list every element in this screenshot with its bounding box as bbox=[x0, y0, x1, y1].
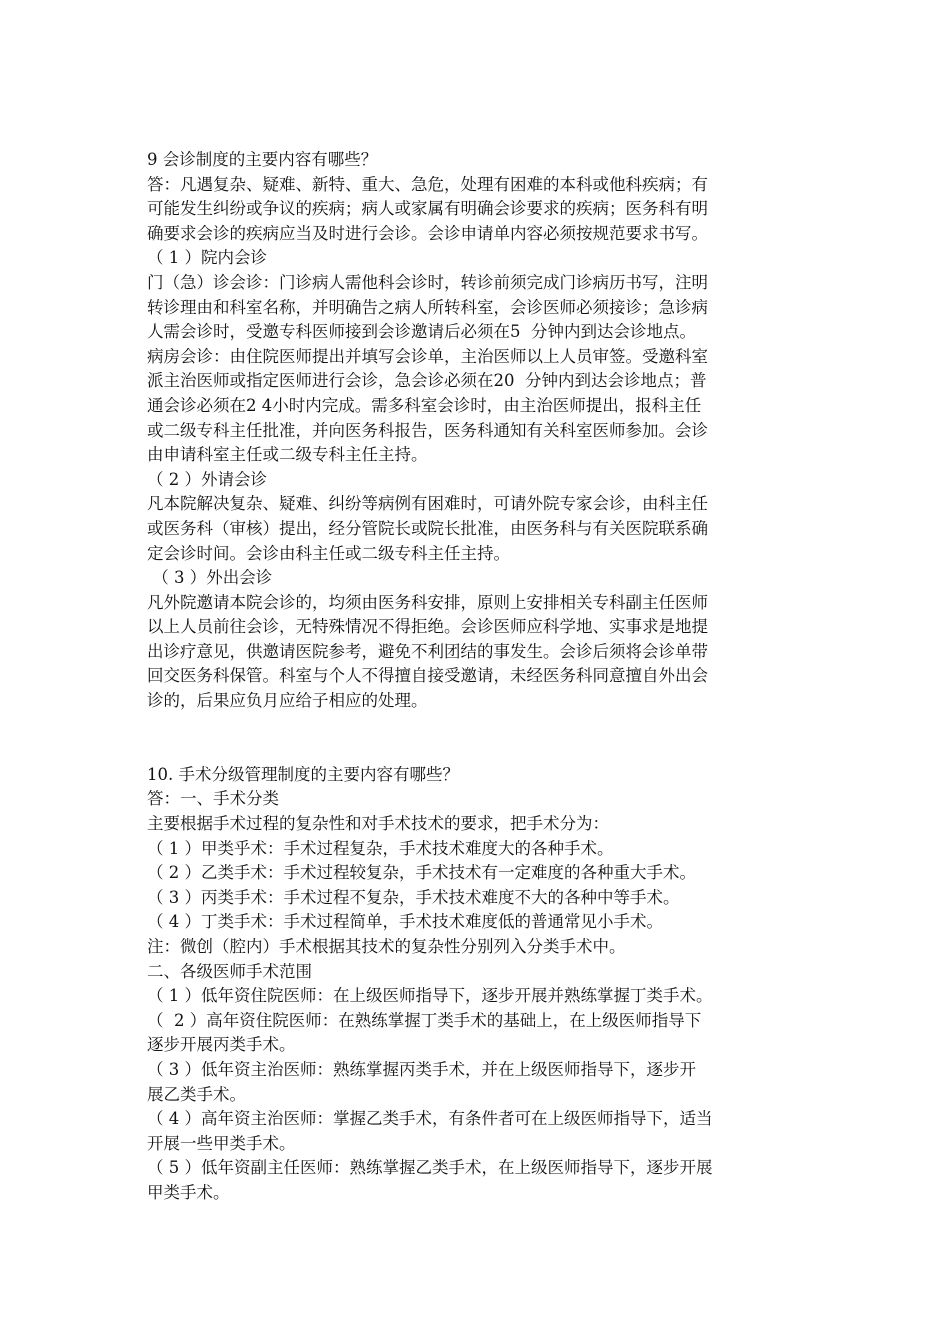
subheading-outgoing-consultation: （ 3 ）外出会诊 bbox=[147, 568, 273, 588]
paragraph-line: 以上人员前往会诊，无特殊情况不得拒绝。会诊医师应科学地、实事求是地提 bbox=[147, 617, 708, 637]
list-item-continuation: 甲类手术。 bbox=[147, 1182, 230, 1202]
list-item: （ 4 ）丁类手术：手术过程简单，手术技术难度低的普通常见小手术。 bbox=[147, 912, 663, 932]
paragraph-line: 转诊理由和科室名称，并明确告之病人所转科室，会诊医师必须接诊；急诊病 bbox=[147, 297, 708, 317]
list-item: （ 2 ）乙类手术：手术过程较复杂，手术技术有一定难度的各种重大手术。 bbox=[147, 863, 696, 883]
list-item-continuation: 展乙类手术。 bbox=[147, 1084, 246, 1104]
section-spacer bbox=[147, 714, 807, 739]
paragraph-line: 或医务科（审核）提出，经分管院长或院长批准，由医务科与有关医院联系确 bbox=[147, 518, 708, 538]
paragraph-line: 出诊疗意见，供邀请医院参考，避免不利团结的事发生。会诊后须将会诊单带 bbox=[147, 641, 708, 661]
paragraph-line: 回交医务科保管。科室与个人不得擅自接受邀请，未经医务科同意擅自外出会 bbox=[147, 666, 708, 686]
paragraph-line: 门（急）诊会诊：门诊病人需他科会诊时，转诊前须完成门诊病历书写，注明 bbox=[147, 272, 708, 292]
subheading-external-invite-consultation: （ 2 ）外请会诊 bbox=[147, 469, 267, 489]
paragraph-line: 凡本院解决复杂、疑难、纠纷等病例有困难时，可请外院专家会诊，由科主任 bbox=[147, 494, 708, 514]
section-10-title: 10. 手术分级管理制度的主要内容有哪些？ bbox=[147, 764, 459, 784]
paragraph-line: 确要求会诊的疾病应当及时进行会诊。会诊申请单内容必须按规范要求书写。 bbox=[147, 223, 708, 243]
list-item: （ 4 ）高年资主治医师：掌握乙类手术，有条件者可在上级医师指导下，适当 bbox=[147, 1109, 713, 1129]
list-item: （ 2 ）高年资住院医师：在熟练掌握丁类手术的基础上，在上级医师指导下 bbox=[147, 1010, 702, 1030]
paragraph-line: 答：凡遇复杂、疑难、新特、重大、急危，处理有困难的本科或他科疾病；有 bbox=[147, 174, 708, 194]
paragraph-line: 通会诊必须在2 4小时内完成。需多科室会诊时，由主治医师提出，报科主任 bbox=[147, 395, 702, 415]
paragraph-line: 凡外院邀请本院会诊的，均须由医务科安排，原则上安排相关专科副主任医师 bbox=[147, 592, 708, 612]
paragraph-line: 派主治医师或指定医师进行会诊，急会诊必须在20 分钟内到达会诊地点；普 bbox=[147, 371, 707, 391]
paragraph-line: 人需会诊时，受邀专科医师接到会诊邀请后必须在5 分钟内到达会诊地点。 bbox=[147, 322, 696, 342]
paragraph-line: 或二级专科主任批准，并向医务科报告，医务科通知有关科室医师参加。会诊 bbox=[147, 420, 708, 440]
section-spacer bbox=[147, 738, 807, 763]
section-9-title: 9 会诊制度的主要内容有哪些？ bbox=[147, 150, 378, 169]
note-line: 注：微创（腔内）手术根据其技术的复杂性分别列入分类手术中。 bbox=[147, 937, 626, 956]
list-item-continuation: 开展一些甲类手术。 bbox=[147, 1133, 296, 1153]
document-page bbox=[147, 148, 807, 1206]
paragraph-line: 定会诊时间。会诊由科主任或二级专科主任主持。 bbox=[147, 543, 510, 563]
list-item: （ 1 ）低年资住院医师：在上级医师指导下，逐步开展并熟练掌握丁类手术。 bbox=[147, 986, 713, 1006]
list-item: （ 1 ）甲类乎术：手术过程复杂，手术技术难度大的各种手术。 bbox=[147, 838, 614, 858]
paragraph-line: 主要根据手术过程的复杂性和对手术技术的要求，把手术分为： bbox=[147, 814, 609, 834]
list-item: （ 3 ）丙类手术：手术过程不复杂，手术技术难度不大的各种中等手术。 bbox=[147, 887, 680, 907]
subheading-surgery-classification: 答：一、手术分类 bbox=[147, 789, 279, 809]
subheading-physician-surgery-scope: 二、各级医师手术范围 bbox=[147, 961, 312, 981]
section-9-consultation-system bbox=[147, 148, 807, 714]
list-item-continuation: 逐步开展丙类手术。 bbox=[147, 1035, 296, 1055]
list-item: （ 3 ）低年资主治医师：熟练掌握丙类手术，并在上级医师指导下，逐步开 bbox=[147, 1059, 696, 1079]
section-10-surgery-grading bbox=[147, 763, 807, 1206]
paragraph-line: 由申请科室主任或二级专科主任主持。 bbox=[147, 445, 428, 465]
subheading-internal-consultation: （ 1 ）院内会诊 bbox=[147, 248, 267, 268]
paragraph-line: 诊的，后果应负月应给子相应的处理。 bbox=[147, 691, 428, 711]
list-item: （ 5 ）低年资副主任医师：熟练掌握乙类手术，在上级医师指导下，逐步开展 bbox=[147, 1158, 713, 1178]
paragraph-line: 可能发生纠纷或争议的疾病；病人或家属有明确会诊要求的疾病；医务科有明 bbox=[147, 199, 708, 219]
paragraph-line: 病房会诊：由住院医师提出并填写会诊单，主治医师以上人员审签。受邀科室 bbox=[147, 346, 708, 366]
